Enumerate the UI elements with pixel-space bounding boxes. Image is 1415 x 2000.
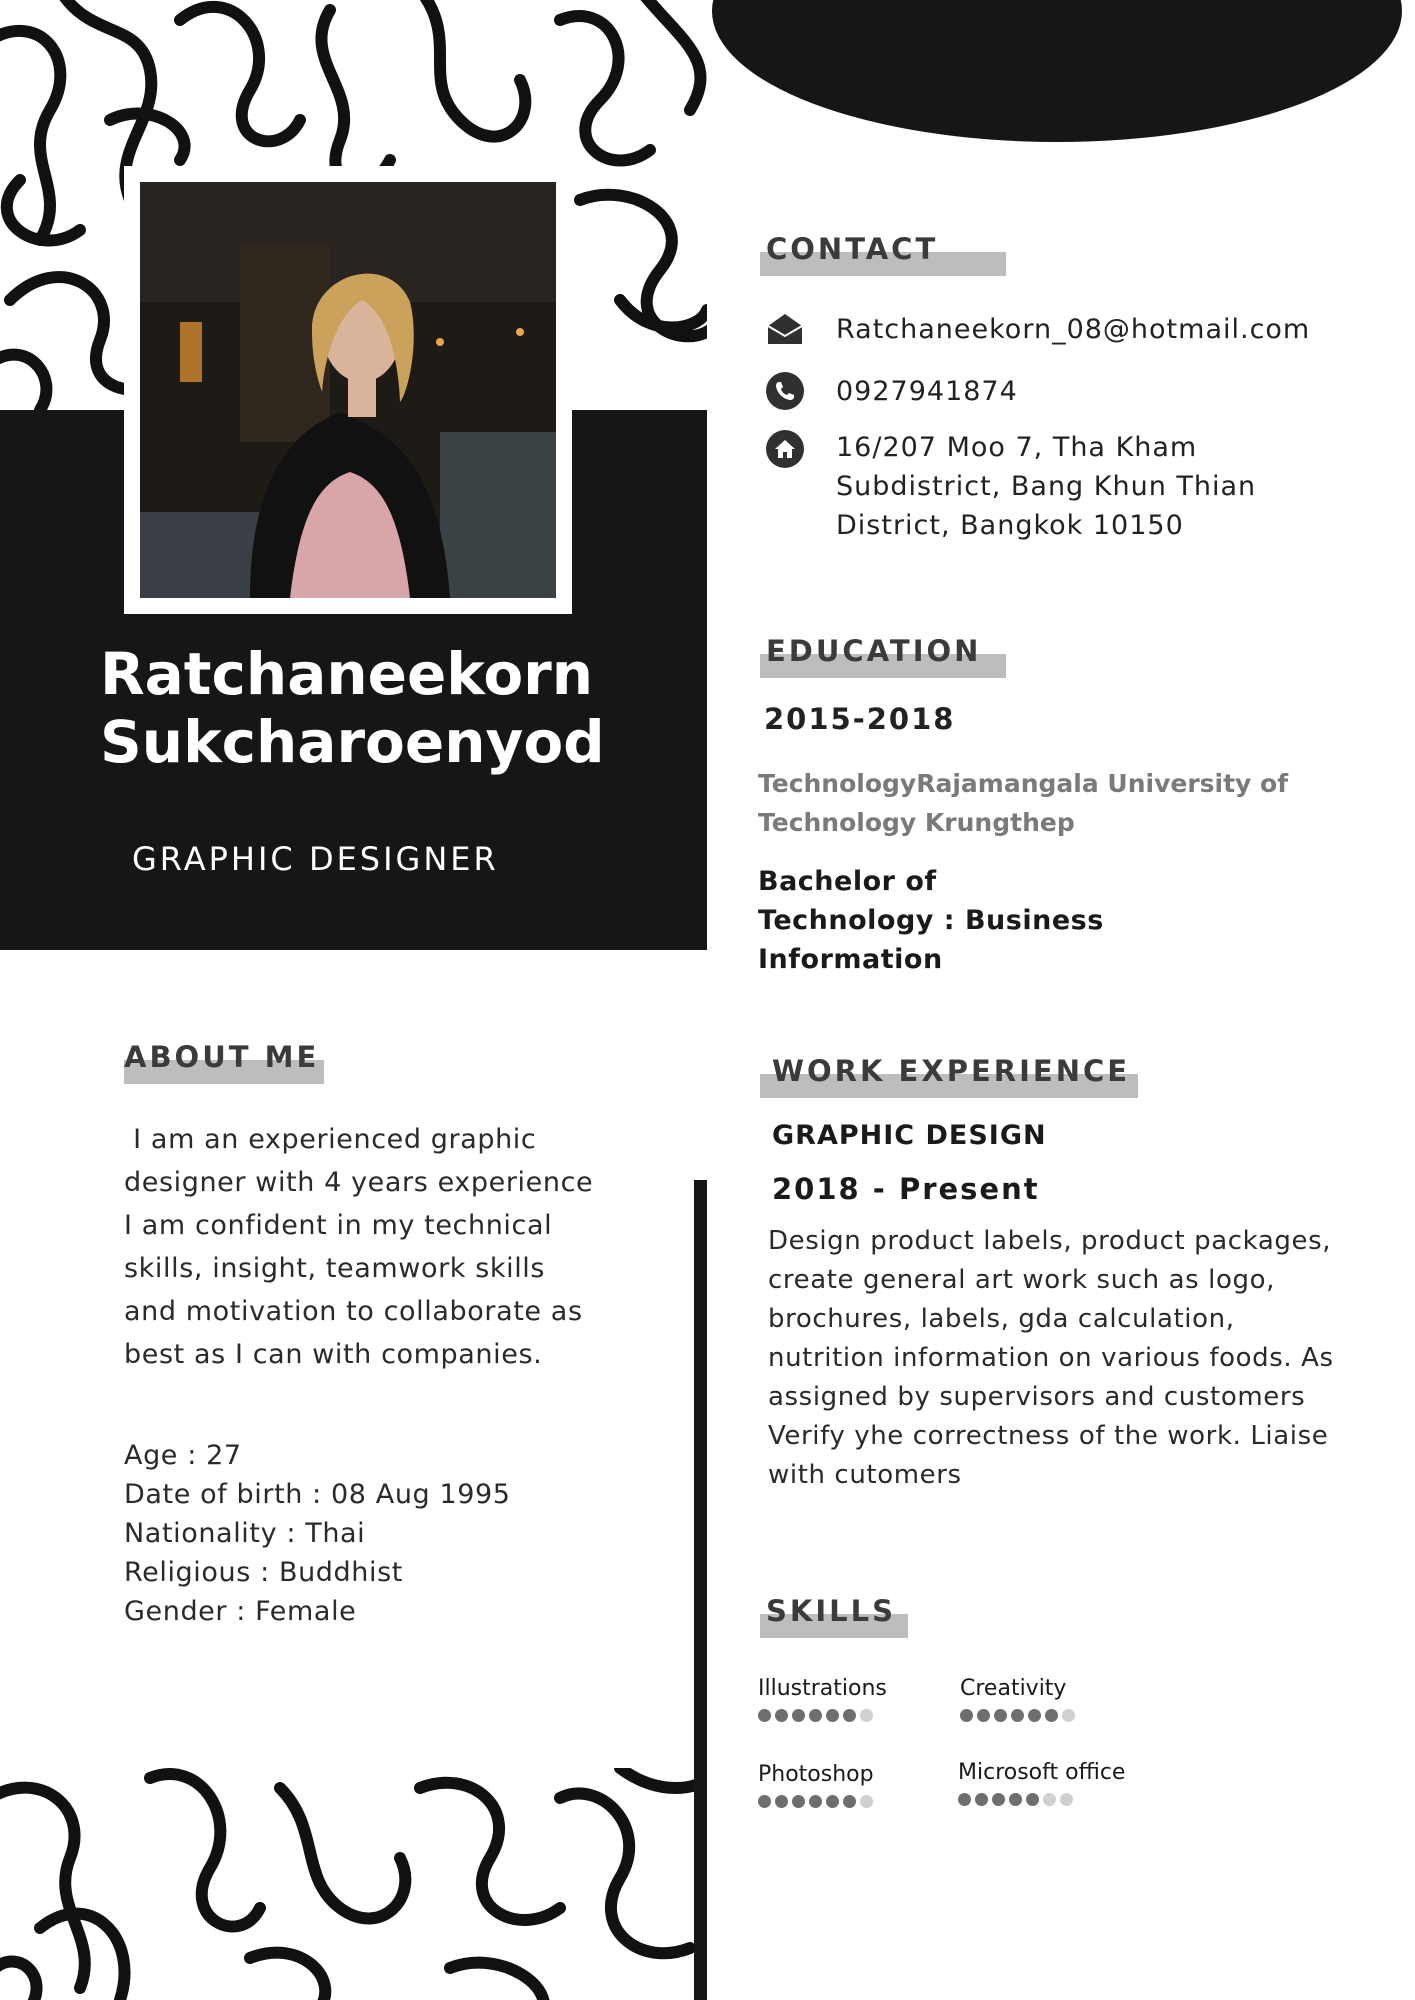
personal-details bbox=[124, 1436, 684, 1631]
skill-level-dots bbox=[958, 1793, 1125, 1806]
work-period: 2018 - Present bbox=[772, 1172, 1040, 1206]
job-role: GRAPHIC DESIGNER bbox=[132, 840, 499, 878]
detail-religion: Religious : Buddhist bbox=[124, 1557, 403, 1588]
skill-dot-filled bbox=[775, 1709, 788, 1722]
contact-email-row bbox=[766, 310, 1311, 348]
skill-dot-empty bbox=[860, 1709, 873, 1722]
first-name: Ratchaneekorn bbox=[100, 640, 594, 708]
work-description-line: Design product labels, product packages, bbox=[768, 1226, 1332, 1256]
about-line: designer with 4 years experience bbox=[124, 1167, 594, 1198]
skill-dot-empty bbox=[1062, 1709, 1075, 1722]
degree-line: Technology : Business bbox=[758, 905, 1104, 936]
skill-dot-filled bbox=[758, 1795, 771, 1808]
skill-illustrations bbox=[758, 1676, 887, 1722]
skill-dot-filled bbox=[960, 1709, 973, 1722]
degree-line: Bachelor of bbox=[758, 866, 937, 897]
detail-nationality: Nationality : Thai bbox=[124, 1518, 366, 1549]
decorative-black-circle bbox=[712, 0, 1402, 142]
skill-name: Microsoft office bbox=[958, 1760, 1126, 1785]
skill-dot-filled bbox=[977, 1709, 990, 1722]
skill-dot-filled bbox=[758, 1709, 771, 1722]
skill-dot-filled bbox=[792, 1709, 805, 1722]
last-name: Sukcharoenyod bbox=[100, 708, 605, 776]
about-line: skills, insight, teamwork skills bbox=[124, 1253, 546, 1284]
education-university bbox=[758, 764, 1318, 842]
skills-title: SKILLS bbox=[766, 1594, 896, 1628]
contact-phone[interactable]: 0927941874 bbox=[836, 376, 1018, 407]
candidate-name bbox=[100, 640, 700, 776]
vertical-divider bbox=[694, 1180, 707, 2000]
work-description-line: assigned by supervisors and customers bbox=[768, 1382, 1306, 1412]
address-line: District, Bangkok 10150 bbox=[836, 510, 1184, 541]
work-description-line: with cutomers bbox=[768, 1460, 962, 1490]
phone-icon bbox=[766, 372, 804, 410]
skill-dot-filled bbox=[1011, 1709, 1024, 1722]
about-line: I am confident in my technical bbox=[124, 1210, 553, 1241]
envelope-icon bbox=[766, 310, 804, 348]
about-line: I am an experienced graphic bbox=[124, 1124, 537, 1155]
contact-address bbox=[836, 428, 1256, 545]
degree-line: Information bbox=[758, 944, 943, 975]
skill-dot-filled bbox=[775, 1795, 788, 1808]
skill-dot-empty bbox=[1060, 1793, 1073, 1806]
work-description-line: brochures, labels, gda calculation, bbox=[768, 1304, 1235, 1334]
work-title: WORK EXPERIENCE bbox=[772, 1054, 1131, 1088]
skill-name: Creativity bbox=[960, 1676, 1067, 1701]
skill-dot-filled bbox=[994, 1709, 1007, 1722]
skill-dot-filled bbox=[958, 1793, 971, 1806]
skill-dot-filled bbox=[1045, 1709, 1058, 1722]
education-years: 2015-2018 bbox=[764, 702, 956, 736]
skill-dot-filled bbox=[826, 1709, 839, 1722]
skill-creativity bbox=[960, 1676, 1075, 1722]
skill-level-dots bbox=[758, 1795, 874, 1808]
profile-photo bbox=[140, 182, 556, 598]
work-description-line: nutrition information on various foods. As bbox=[768, 1343, 1334, 1373]
address-line: 16/207 Moo 7, Tha Kham bbox=[836, 432, 1198, 463]
about-title: ABOUT ME bbox=[124, 1040, 320, 1074]
university-line: TechnologyRajamangala University of bbox=[758, 769, 1289, 798]
skill-dot-filled bbox=[975, 1793, 988, 1806]
contact-address-row bbox=[766, 430, 1257, 541]
skill-dot-filled bbox=[843, 1795, 856, 1808]
profile-photo-frame bbox=[124, 166, 572, 614]
contact-email[interactable]: Ratchaneekorn_08@hotmail.com bbox=[836, 314, 1311, 345]
work-description-line: Verify yhe correctness of the work. Liaise bbox=[768, 1421, 1329, 1451]
detail-age: Age : 27 bbox=[124, 1440, 242, 1471]
skill-dot-empty bbox=[1043, 1793, 1056, 1806]
skill-level-dots bbox=[758, 1709, 887, 1722]
skill-dot-filled bbox=[809, 1709, 822, 1722]
skill-name: Photoshop bbox=[758, 1762, 874, 1787]
skill-dot-empty bbox=[860, 1795, 873, 1808]
home-icon bbox=[766, 430, 804, 468]
skill-dot-filled bbox=[1026, 1793, 1039, 1806]
about-line: best as I can with companies. bbox=[124, 1339, 543, 1370]
skill-dot-filled bbox=[843, 1709, 856, 1722]
skill-photoshop bbox=[758, 1762, 874, 1808]
contact-phone-row bbox=[766, 372, 1018, 410]
work-description bbox=[768, 1222, 1398, 1495]
skill-dot-filled bbox=[826, 1795, 839, 1808]
skill-dot-filled bbox=[809, 1795, 822, 1808]
skill-dot-filled bbox=[1028, 1709, 1041, 1722]
education-title: EDUCATION bbox=[766, 634, 982, 668]
skill-dot-filled bbox=[1009, 1793, 1022, 1806]
skill-dot-filled bbox=[992, 1793, 1005, 1806]
skill-microsoft-office bbox=[958, 1760, 1125, 1806]
skill-name: Illustrations bbox=[758, 1676, 887, 1701]
detail-gender: Gender : Female bbox=[124, 1596, 357, 1627]
squiggle-pattern-bottom bbox=[0, 1768, 707, 2000]
address-line: Subdistrict, Bang Khun Thian bbox=[836, 471, 1257, 502]
about-summary bbox=[124, 1118, 684, 1376]
university-line: Technology Krungthep bbox=[758, 808, 1075, 837]
work-job-title: GRAPHIC DESIGN bbox=[772, 1120, 1047, 1151]
education-degree bbox=[758, 862, 1158, 979]
skill-dot-filled bbox=[792, 1795, 805, 1808]
detail-birth-date: Date of birth : 08 Aug 1995 bbox=[124, 1479, 511, 1510]
contact-title: CONTACT bbox=[766, 232, 939, 266]
skill-level-dots bbox=[960, 1709, 1075, 1722]
about-line: and motivation to collaborate as bbox=[124, 1296, 583, 1327]
work-description-line: create general art work such as logo, bbox=[768, 1265, 1275, 1295]
